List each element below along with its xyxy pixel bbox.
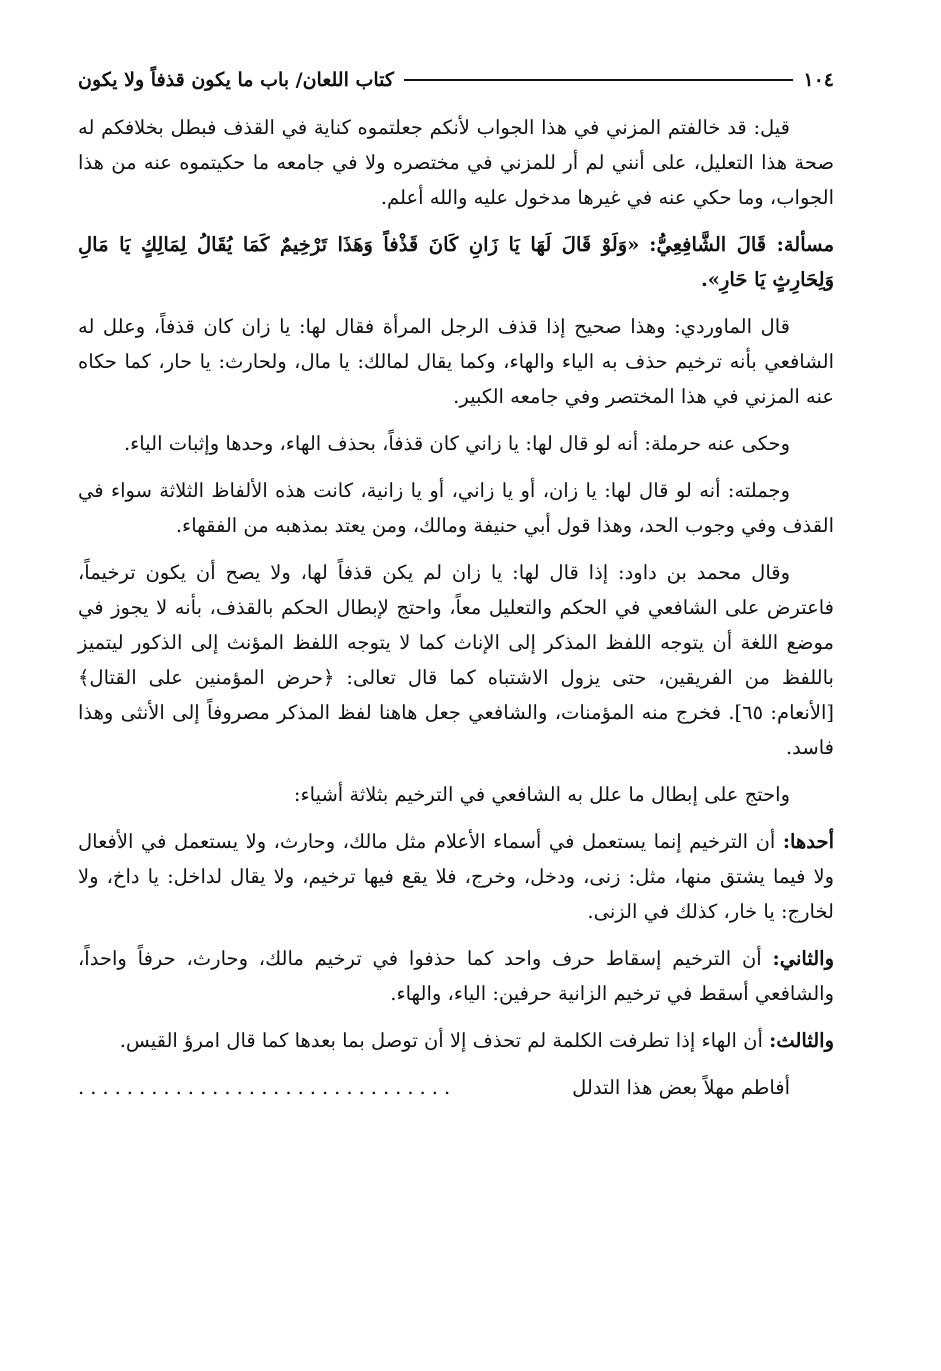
- paragraph: [78, 309, 834, 414]
- paragraph-text: وقال محمد بن داود: إذا قال لها: يا زان لم يكن قذفاً لها، ولا يصح أن يكون ترخيماً، فاعترض على الشافعي في الحكم والتعليل معاً، واحتج لإبطال الحكم بالقذف، بأنه لا يجوز في موضع اللغة أن يتوجه اللفظ المذكر إلى الإناث كما لا يتوجه اللفظ المؤنث إلى الذكور ليتميز باللفظ من الفريقين، حتى يزول الاشتباه كما قال تعالى: ﴿حرض المؤمنين على القتال﴾ [الأنعام: ٦٥]. فخرج منه المؤمنات، والشافعي جعل هاهنا لفظ المذكر مصروفاً إلى الأنثى وهذا فاسد.: [78, 561, 835, 759]
- paragraph-lead: أحدها:: [782, 830, 834, 853]
- paragraph: [78, 555, 834, 765]
- paragraph-third-point: [78, 1023, 834, 1058]
- paragraph-text: واحتج على إبطال ما علل به الشافعي في الترخيم بثلاثة أشياء:: [293, 783, 790, 806]
- paragraph-lead: والثالث:: [769, 1029, 834, 1052]
- paragraph-text: وجملته: أنه لو قال لها: يا زان، أو يا زاني، أو يا زانية، كانت هذه الألفاظ الثلاثة سواء في القذف وفي وجوب الحد، وهذا قول أبي حنيفة ومالك، ومن يعتد بمذهبه من الفقهاء.: [78, 479, 834, 537]
- verse-first-hemistich: أفاطم مهلاً بعض هذا التدلل: [572, 1076, 790, 1099]
- paragraph-masala: [78, 227, 834, 297]
- paragraph-lead: مسألة: قَالَ الشَّافِعِيُّ:: [649, 233, 835, 256]
- shafii-quote: «وَلَوْ قَالَ لَهَا يَا زَانِ كَانَ قَذْفاً وَهَذَا تَرْخِيمٌ كَمَا يُقَالُ لِمَالِكٍ يَا مَالِ وَلِحَارِثٍ يَا حَارِ».: [78, 233, 834, 291]
- paragraph-text: قال الماوردي: وهذا صحيح إذا قذف الرجل المرأة فقال لها: يا زان كان قذفاً، وعلل له الشافعي بأنه ترخيم حذف به الياء والهاء، وكما يقال لمالك: يا مال، ولحارث: يا حار، كما حكاه عنه المزني في هذا المختصر وفي جامعه الكبير.: [78, 315, 834, 408]
- page-number: ١٠٤: [803, 69, 834, 91]
- paragraph-second-point: [78, 941, 834, 1011]
- running-title: كتاب اللعان/ باب ما يكون قذفاً ولا يكون: [78, 69, 394, 91]
- paragraph-first-point: [78, 824, 834, 929]
- document-page: [78, 60, 834, 1360]
- paragraph-text: أن الترخيم إنما يستعمل في أسماء الأعلام مثل مالك، وحارث، ولا يستعمل في الأفعال ولا فيما يشتق منها، مثل: زنى، ودخل، وخرج، فلا يقع فيها ترخيم، ولا يقال لداخل: يا داخ، ولا لخارج: يا خار، كذلك في الزنى.: [78, 830, 834, 923]
- paragraph: [78, 426, 834, 461]
- page-body: [78, 110, 834, 1105]
- paragraph-text: قيل: قد خالفتم المزني في هذا الجواب لأنكم جعلتموه كناية في القذف فبطل بخلافكم له صحة هذا التعليل، على أنني لم أر للمزني في مختصره ولا في جامعه ما حكيتموه عنه من هذا الجواب، وما حكي عنه في غيرها مدخول عليه والله أعلم.: [78, 116, 834, 209]
- paragraph: [78, 473, 834, 543]
- verse-second-hemistich: ...............................: [78, 1076, 457, 1099]
- paragraph-text: أن الهاء إذا تطرفت الكلمة لم تحذف إلا أن توصل بما بعدها كما قال امرؤ القيس.: [119, 1029, 763, 1052]
- header-rule: [404, 79, 793, 81]
- paragraph-lead: والثاني:: [772, 947, 835, 970]
- paragraph: [78, 110, 834, 215]
- paragraph-text: أن الترخيم إسقاط حرف واحد كما حذفوا في ترخيم مالك، وحارث، حرفاً واحداً، والشافعي أسقط في ترخيم الزانية حرفين: الياء، والهاء.: [78, 947, 834, 1005]
- page-header: [78, 60, 834, 100]
- poetry-verse: [78, 1070, 834, 1105]
- paragraph: [78, 777, 834, 812]
- paragraph-text: وحكى عنه حرملة: أنه لو قال لها: يا زاني كان قذفاً، بحذف الهاء، وحدها وإثبات الياء.: [123, 432, 790, 455]
